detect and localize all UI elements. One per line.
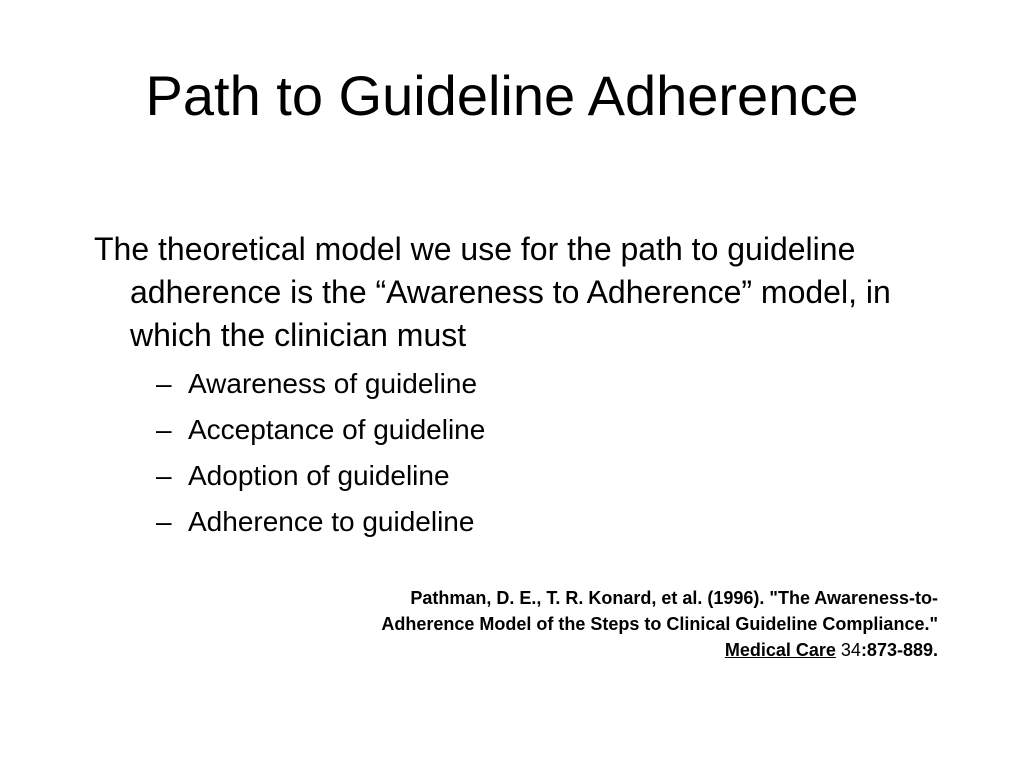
slide-body xyxy=(94,228,894,545)
step-adoption: Adoption of guideline xyxy=(188,460,450,491)
dash-bullet: – xyxy=(156,506,172,537)
dash-bullet: – xyxy=(156,368,172,399)
citation xyxy=(178,585,938,663)
intro-paragraph: The theoretical model we use for the path to guideline adherence is the “Awareness to Adherence” model, in which the clinician must xyxy=(94,231,891,353)
slide-title: Path to Guideline Adherence xyxy=(145,64,859,127)
step-adherence: Adherence to guideline xyxy=(188,506,475,537)
citation-line-2: Adherence Model of the Steps to Clinical Guideline Compliance." xyxy=(381,614,938,634)
list-item xyxy=(94,407,894,453)
citation-line-1: Pathman, D. E., T. R. Konard, et al. (1996). "The Awareness-to- xyxy=(410,588,938,608)
list-item xyxy=(94,499,894,545)
list-item xyxy=(94,361,894,407)
citation-line-3 xyxy=(178,637,938,663)
dash-bullet: – xyxy=(156,414,172,445)
step-acceptance: Acceptance of guideline xyxy=(188,414,486,445)
journal-pages: :873-889. xyxy=(860,640,938,660)
list-item xyxy=(94,453,894,499)
journal-name: Medical Care xyxy=(724,640,836,660)
step-awareness: Awareness of guideline xyxy=(188,368,478,399)
steps-list xyxy=(94,361,894,545)
dash-bullet: – xyxy=(156,460,172,491)
journal-volume: 34 xyxy=(840,640,861,660)
